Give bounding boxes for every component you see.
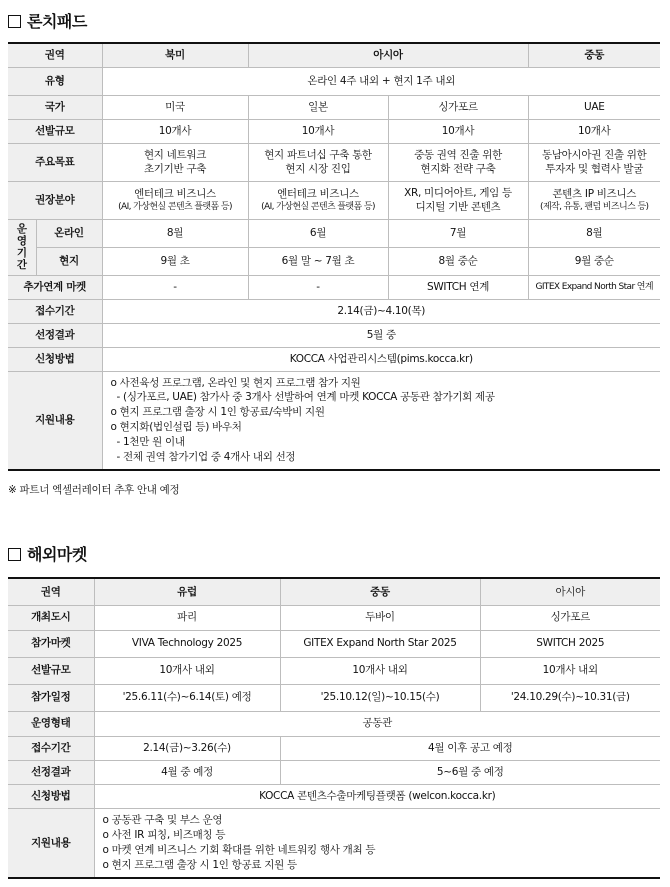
goal-line: 현지 파트너십 구축 통한: [264, 148, 372, 161]
header-asia: 아시아: [248, 43, 528, 67]
local-cell: 9월 중순: [528, 247, 660, 275]
table-row: [8, 371, 660, 470]
city-cell: 싱가포르: [480, 605, 660, 630]
city-cell: 두바이: [280, 605, 480, 630]
table-row: [8, 181, 660, 219]
table-row: [8, 784, 660, 808]
goal-line: 현지 네트워크: [143, 148, 207, 161]
result-label: 선정결과: [8, 760, 94, 784]
section2-title: [8, 542, 87, 565]
scale-label: 선발규모: [8, 119, 102, 143]
local-cell: 9월 초: [102, 247, 248, 275]
market-cell: SWITCH 2025: [480, 630, 660, 657]
table-row: [8, 711, 660, 736]
header-region: 권역: [8, 578, 94, 605]
table-row: [8, 119, 660, 143]
scale-cell: 10개사: [248, 119, 388, 143]
table-row: [8, 67, 660, 95]
goal-cell: [248, 143, 388, 181]
field-cell: [102, 181, 248, 219]
scale-cell: 10개사 내외: [480, 657, 660, 684]
section1-title-text: 론치패드: [27, 12, 87, 31]
table-row: [8, 143, 660, 181]
field-line: 엔터테크 비즈니스: [277, 187, 359, 200]
online-cell: 8월: [528, 219, 660, 247]
method-value: KOCCA 콘텐츠수출마케팅플랫폼 (welcon.kocca.kr): [94, 784, 660, 808]
list-item: o 현지 프로그램 출장 시 1인 항공료/숙박비 지원: [110, 406, 325, 419]
list-item: o 공동관 구축 및 부스 운영: [102, 813, 223, 826]
period-group-label: [8, 219, 36, 275]
table-row: [8, 578, 660, 605]
goal-line: 중동 권역 진출 위한: [414, 148, 502, 161]
result-value: 5월 중: [102, 323, 660, 347]
market-label: 추가연계 마켓: [8, 275, 102, 299]
table-row: [8, 247, 660, 275]
goal-line: 초기기반 구축: [143, 163, 207, 175]
table-row: [8, 323, 660, 347]
type-label: 유형: [8, 67, 102, 95]
section1-title: [8, 9, 87, 32]
local-label: 현지: [36, 247, 102, 275]
schedule-label: 참가일정: [8, 684, 94, 711]
market-cell: -: [248, 275, 388, 299]
goal-line: 동남아시아권 진출 위한: [541, 148, 647, 161]
period-group-char: 간: [16, 259, 27, 272]
apply-period-label: 접수기간: [8, 299, 102, 323]
partner-note: ※ 파트너 엑셀러레이터 추후 안내 예정: [8, 484, 180, 496]
method-label: 신청방법: [8, 347, 102, 371]
market-cell: GITEX Expand North Star 2025: [280, 630, 480, 657]
list-item: - 1천만 원 이내: [116, 436, 185, 449]
scale-cell: 10개사: [102, 119, 248, 143]
result-cell: 5~6월 중 예정: [280, 760, 660, 784]
list-item: o 사전육성 프로그램, 온라인 및 현지 프로그램 참가 지원: [110, 376, 361, 389]
market-cell: -: [102, 275, 248, 299]
apply-period-cell: 2.14(금)~3.26(수): [94, 736, 280, 760]
scale-cell: 10개사: [528, 119, 660, 143]
country-cell: 미국: [102, 95, 248, 119]
header-north-america: 북미: [102, 43, 248, 67]
field-cell: [528, 181, 660, 219]
list-item: o 현지 프로그램 출장 시 1인 항공료 지원 등: [102, 858, 297, 871]
online-label: 온라인: [36, 219, 102, 247]
list-item: o 사전 IR 피칭, 비즈매칭 등: [102, 828, 226, 841]
section2-title-text: 해외마켓: [27, 545, 87, 564]
table-row: [8, 736, 660, 760]
field-line: 엔터테크 비즈니스: [134, 187, 216, 200]
table-row: [8, 657, 660, 684]
field-label: 권장분야: [8, 181, 102, 219]
period-group-char: 운: [16, 222, 27, 235]
goal-cell: [528, 143, 660, 181]
apply-period-cell: 4월 이후 공고 예정: [280, 736, 660, 760]
country-cell: 싱가포르: [388, 95, 528, 119]
city-cell: 파리: [94, 605, 280, 630]
goal-line: 현지화 전략 구축: [420, 163, 496, 175]
list-item: - 전체 권역 참가기업 중 4개사 내외 선정: [116, 451, 296, 464]
table-row: [8, 808, 660, 878]
schedule-cell: '25.6.11(수)~6.14(토) 예정: [94, 684, 280, 711]
scale-cell: 10개사: [388, 119, 528, 143]
field-line: (제작, 유통, 팬덤 비즈니스 등): [540, 202, 649, 213]
goal-line: 현지 시장 진입: [285, 163, 351, 175]
list-item: o 현지화(법인설립 등) 바우처: [110, 421, 242, 434]
list-item: - (싱가포르, UAE) 참가사 중 3개사 선발하여 연계 마켓 KOCCA 공동관 참가기회 제공: [116, 391, 495, 404]
table-row: [8, 275, 660, 299]
support-list: [102, 371, 660, 470]
header-middle-east: 중동: [280, 578, 480, 605]
local-cell: 6월 말 ~ 7월 초: [248, 247, 388, 275]
field-cell: [248, 181, 388, 219]
checkbox-square-icon: [8, 15, 21, 28]
field-line: XR, 미디어아트, 게임 등: [404, 186, 512, 199]
period-group-char: 기: [16, 247, 27, 259]
schedule-cell: '24.10.29(수)~10.31(금): [480, 684, 660, 711]
field-cell: [388, 181, 528, 219]
header-middle-east: 중동: [528, 43, 660, 67]
market-label: 참가마켓: [8, 630, 94, 657]
scale-label: 선발규모: [8, 657, 94, 684]
table-row: [8, 347, 660, 371]
market-cell: GITEX Expand North Star 연계: [528, 275, 660, 299]
field-line: 콘텐츠 IP 비즈니스: [552, 187, 637, 200]
type-value: 온라인 4주 내외 + 현지 1주 내외: [102, 67, 660, 95]
result-label: 선정결과: [8, 323, 102, 347]
header-europe: 유럽: [94, 578, 280, 605]
country-cell: 일본: [248, 95, 388, 119]
field-line: (AI, 가상현실 콘텐츠 플랫폼 등): [261, 202, 375, 213]
table-row: [8, 43, 660, 67]
scale-cell: 10개사 내외: [94, 657, 280, 684]
market-cell: VIVA Technology 2025: [94, 630, 280, 657]
country-label: 국가: [8, 95, 102, 119]
goal-cell: [102, 143, 248, 181]
online-cell: 7월: [388, 219, 528, 247]
field-line: 디지털 기반 콘텐츠: [415, 201, 501, 213]
online-cell: 8월: [102, 219, 248, 247]
online-cell: 6월: [248, 219, 388, 247]
table-row: [8, 219, 660, 247]
apply-period-value: 2.14(금)~4.10(목): [102, 299, 660, 323]
header-asia: 아시아: [480, 578, 660, 605]
goal-cell: [388, 143, 528, 181]
country-cell: UAE: [528, 95, 660, 119]
schedule-cell: '25.10.12(일)~10.15(수): [280, 684, 480, 711]
field-line: (AI, 가상현실 콘텐츠 플랫폼 등): [118, 202, 232, 213]
checkbox-square-icon: [8, 548, 21, 561]
table-row: [8, 684, 660, 711]
form-label: 운영형태: [8, 711, 94, 736]
scale-cell: 10개사 내외: [280, 657, 480, 684]
table-row: [8, 760, 660, 784]
city-label: 개최도시: [8, 605, 94, 630]
header-region: 권역: [8, 43, 102, 67]
table-row: [8, 605, 660, 630]
goal-line: 투자자 및 협력사 발굴: [545, 163, 644, 175]
period-group-text: [8, 223, 36, 271]
table-row: [8, 299, 660, 323]
form-value: 공동관: [94, 711, 660, 736]
support-label: 지원내용: [8, 808, 94, 878]
apply-period-label: 접수기간: [8, 736, 94, 760]
list-item: o 마켓 연계 비즈니스 기회 확대를 위한 네트워킹 행사 개최 등: [102, 843, 376, 856]
goal-label: 주요목표: [8, 143, 102, 181]
local-cell: 8월 중순: [388, 247, 528, 275]
method-label: 신청방법: [8, 784, 94, 808]
overseas-market-table: [8, 577, 660, 879]
support-list: [94, 808, 660, 878]
period-group-char: 영: [16, 234, 27, 247]
method-value: KOCCA 사업관리시스템(pims.kocca.kr): [102, 347, 660, 371]
launchpad-table: [8, 42, 660, 471]
table-row: [8, 630, 660, 657]
table-row: [8, 95, 660, 119]
market-cell: SWITCH 연계: [388, 275, 528, 299]
result-cell: 4월 중 예정: [94, 760, 280, 784]
support-label: 지원내용: [8, 371, 102, 470]
